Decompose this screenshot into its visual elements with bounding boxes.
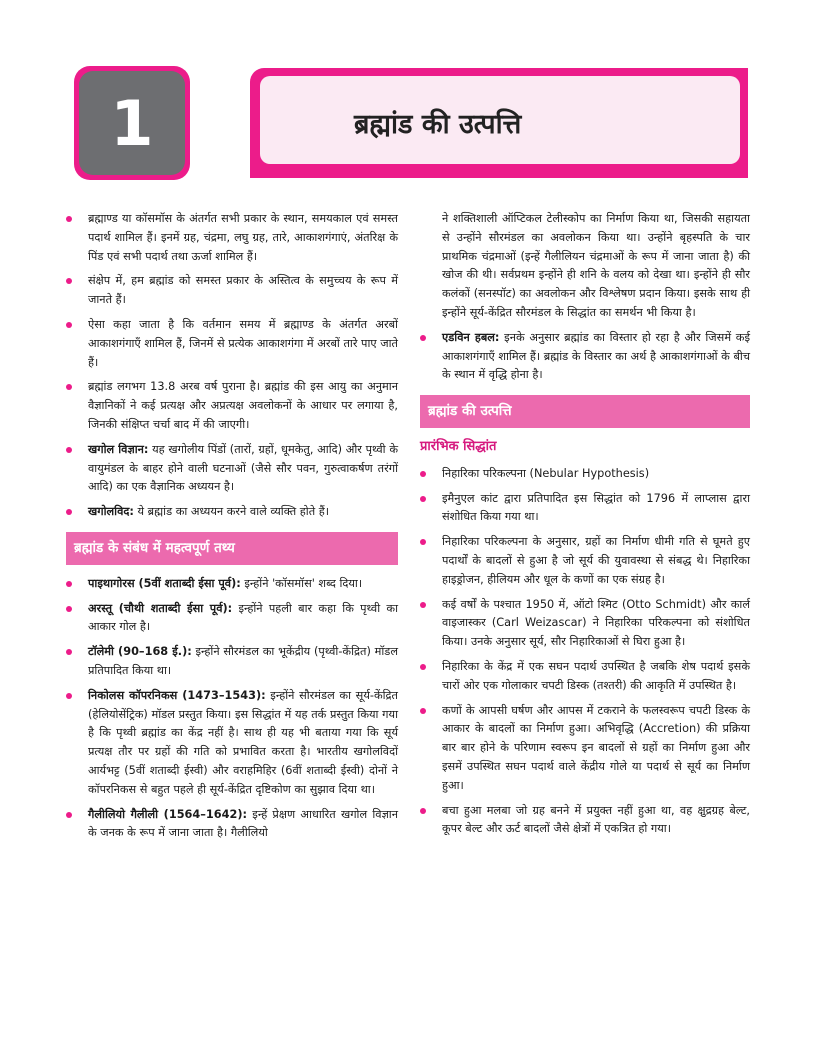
bullet-icon (66, 606, 72, 612)
bullet-icon (66, 384, 72, 390)
origin-heading: ब्रह्मांड की उत्पत्ति (420, 395, 750, 428)
intro-list (66, 210, 398, 522)
term: खगोल विज्ञान: (88, 442, 149, 456)
list-item: बचा हुआ मलबा जो ग्रह बनने में प्रयुक्त नहीं हुआ था, वह क्षुद्रग्रह बेल्ट, कूपर बेल्ट और ऊर्ट बादलों जैसे क्षेत्रों में एकत्रित हो गया। (420, 802, 750, 840)
list-item: कणों के आपसी घर्षण और आपस में टकराने के फलस्वरूप चपटी डिस्क के आकार के बादलों का निर्माण हुआ। अभिवृद्धि (Accretion) की प्रक्रिया बार बार होने के परिणाम स्वरूप इन बादलों से ग्रहों का निर्माण हुआ और इसमें उपस्थित सघन पदार्थ वाले केंद्रीय गोले या पदार्थ से सूर्य का निर्माण हुआ। (420, 702, 750, 796)
bullet-icon (66, 649, 72, 655)
list-item: ब्रह्मांड लगभग 13.8 अरब वर्ष पुराना है। ब्रह्मांड की इस आयु का अनुमान वैज्ञानिकों ने कई प्रत्यक्ष और अप्रत्यक्ष अवलोकनों के आधार पर लगाया है, जिनकी संक्षिप्त चर्चा बाद में की जाएगी। (66, 378, 398, 434)
list-item: ऐसा कहा जाता है कि वर्तमान समय में ब्रह्माण्ड के अंतर्गत अरबों आकाशगंगाएँ शामिल हैं, जिनमें से प्रत्येक आकाशगंगा में अरबों तारे पाए जाते हैं। (66, 316, 398, 372)
list-item: निकोलस कॉपरनिकस (1473–1543): इन्होंने सौरमंडल का सूर्य-केंद्रित (हेलियोसेंट्रिक) मॉडल प्रस्तुत किया। इस सिद्धांत में यह तर्क प्रस्तुत किया गया है कि पृथ्वी ब्रह्मांड का केंद्र नहीं है। साथ ही यह भी बताया गया कि सूर्य प्रत्यक्ष तौर पर ग्रहों की गति को प्रभावित करता है। भारतीय खगोलविदों आर्यभट्ट (5वीं शताब्दी ईस्वी) और वराहमिहिर (6वीं शताब्दी ईस्वी) दोनों ने कॉपरनिकस से बहुत पहले ही सूर्य-केंद्रित दृष्टिकोण का सुझाव दिया था। (66, 687, 398, 800)
right-column (420, 210, 750, 845)
list-item: अरस्तू (चौथी शताब्दी ईसा पूर्व): इन्होंने पहली बार कहा कि पृथ्वी का आकार गोल है। (66, 600, 398, 638)
term: गैलीलियो गैलीली (1564–1642): (88, 807, 248, 821)
bullet-icon (420, 335, 426, 341)
facts-list (66, 575, 398, 843)
bullet-icon (66, 509, 72, 515)
early-theories-subheading: प्रारंभिक सिद्धांत (420, 438, 497, 454)
bullet-icon (66, 447, 72, 453)
bullet-icon (420, 808, 426, 814)
list-item: टॉलेमी (90–168 ई.): इन्होंने सौरमंडल का भूकेंद्रीय (पृथ्वी-केंद्रित) मॉडल प्रतिपादित किया था। (66, 643, 398, 681)
term: एडविन हबल: (442, 330, 500, 344)
chapter-number: 1 (79, 71, 185, 175)
bullet-icon (420, 602, 426, 608)
bullet-icon (66, 581, 72, 587)
term: अरस्तू (चौथी शताब्दी ईसा पूर्व): (88, 601, 233, 615)
list-item: ब्रह्माण्ड या कॉसमॉस के अंतर्गत सभी प्रकार के स्थान, समयकाल एवं समस्त पदार्थ शामिल हैं। इनमें ग्रह, चंद्रमा, लघु ग्रह, तारे, आकाशगंगाएं, अंतरिक्ष के पिंड एवं सभी पदार्थ तथा ऊर्जा शामिल हैं। (66, 210, 398, 266)
bullet-icon (420, 539, 426, 545)
galileo-continuation: ने शक्तिशाली ऑप्टिकल टेलीस्कोप का निर्माण किया था, जिसकी सहायता से उन्होंने सौरमंडल का अवलोकन किया था। उन्होंने बृहस्पति के चार प्राथमिक चंद्रमाओं (इन्हें गैलीलियन चंद्रमाओं के रूप में जाना जाता है) की खोज की थी। सर्वप्रथम इन्होंने ही शनि के वलय को देखा था। इन्होंने ही सौर कलंकों (सनस्पॉट) का अवलोकन और विश्लेषण प्रदान किया। इसके साथ ही इन्होंने सूर्य-केंद्रित सौरमंडल के सिद्धांत का समर्थन भी किया है। (442, 212, 750, 319)
list-item: कई वर्षों के पश्चात 1950 में, ऑटो श्मिट (Otto Schmidt) और कार्ल वाइजास्कर (Carl Weizascar) ने निहारिका परिकल्पना को संशोधित किया। उनके अनुसार सूर्य, सौर निहारिकाओं से घिरा हुआ है। (420, 596, 750, 652)
list-item: गैलीलियो गैलीली (1564–1642): इन्हें प्रेक्षण आधारित खगोल विज्ञान के जनक के रूप में जाना जाता है। गैलीलियो (66, 806, 398, 844)
term: खगोलविद: (88, 505, 134, 519)
term: निकोलस कॉपरनिकस (1473–1543): (88, 688, 266, 702)
list-item: निहारिका के केंद्र में एक सघन पदार्थ उपस्थित है जबकि शेष पदार्थ इसके चारों ओर एक गोलाकार चपटी डिस्क (तश्तरी) की आकृति में उपस्थित है। (420, 658, 750, 696)
hubble-list (420, 329, 750, 385)
bullet-icon (420, 496, 426, 502)
bullet-icon (66, 693, 72, 699)
theory-list (420, 465, 750, 839)
bullet-icon (66, 278, 72, 284)
left-column (66, 210, 398, 849)
facts-heading: ब्रह्मांड के संबंध में महत्वपूर्ण तथ्य (66, 532, 398, 565)
term: टॉलेमी (90–168 ई.): (88, 645, 192, 659)
term: पाइथागोरस (5वीं शताब्दी ईसा पूर्व): (88, 576, 241, 590)
bullet-icon (66, 812, 72, 818)
list-item: निहारिका परिकल्पना (Nebular Hypothesis) (420, 465, 750, 484)
bullet-icon (420, 708, 426, 714)
list-item: निहारिका परिकल्पना के अनुसार, ग्रहों का निर्माण धीमी गति से घूमते हुए पदार्थों के बादलों से हुआ है जो सूर्य की युवावस्था से संबद्ध थे। निहारिका हाइड्रोजन, हीलियम और धूल के कणों का एक संग्रह है। (420, 533, 750, 589)
list-item: खगोलविद: ये ब्रह्मांड का अध्ययन करने वाले व्यक्ति होते हैं। (66, 503, 398, 522)
bullet-icon (66, 322, 72, 328)
list-item: इमैनुएल कांट द्वारा प्रतिपादित इस सिद्धांत को 1796 में लाप्लास द्वारा संशोधित किया गया था। (420, 490, 750, 528)
bullet-icon (420, 664, 426, 670)
list-item: खगोल विज्ञान: यह खगोलीय पिंडों (तारों, ग्रहों, धूमकेतु, आदि) और पृथ्वी के वायुमंडल के बाहर होने वाली घटनाओं (जैसे सौर पवन, गुरुत्वाकर्षण तरंगों आदि) का एक वैज्ञानिक अध्ययन है। (66, 441, 398, 497)
chapter-title: ब्रह्मांड की उत्पत्ति (354, 109, 522, 140)
bullet-icon (420, 471, 426, 477)
list-item: पाइथागोरस (5वीं शताब्दी ईसा पूर्व): इन्होंने 'कॉसमॉस' शब्द दिया। (66, 575, 398, 594)
bullet-icon (66, 216, 72, 222)
list-item: संक्षेप में, हम ब्रह्मांड को समस्त प्रकार के अस्तित्व के समुच्चय के रूप में जानते हैं। (66, 272, 398, 310)
list-item: एडविन हबल: इनके अनुसार ब्रह्मांड का विस्तार हो रहा है और जिसमें कई आकाशगंगाएँ शामिल हैं। ब्रह्मांड के विस्तार का अर्थ है आकाशगंगाओं के बीच के स्थान में वृद्धि होना है। (420, 329, 750, 385)
